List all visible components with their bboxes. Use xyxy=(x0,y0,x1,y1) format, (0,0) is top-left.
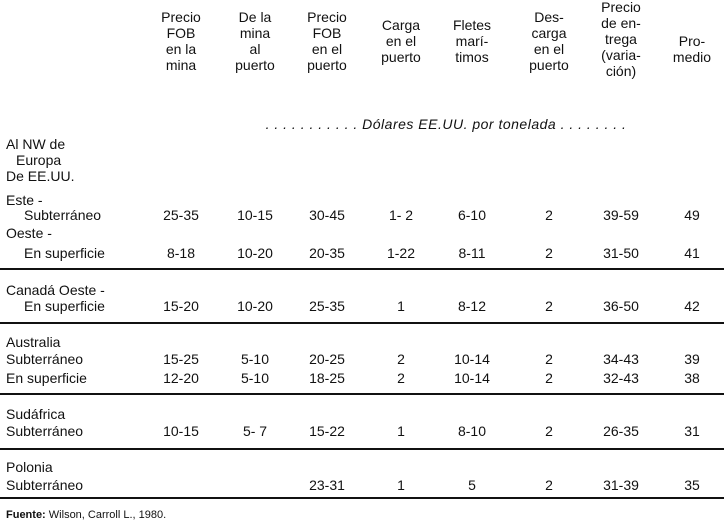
cell: 10-15 xyxy=(237,207,273,223)
cell: 23-31 xyxy=(309,477,345,493)
cell: 2 xyxy=(545,245,553,261)
row-label: Subterráneo xyxy=(6,351,84,367)
divider xyxy=(0,268,724,270)
cell: 20-25 xyxy=(309,351,345,367)
header-entrega: Precio de en- trega (varia- ción) xyxy=(601,0,641,79)
cell: 39-59 xyxy=(603,207,639,223)
cell: 1- 2 xyxy=(388,207,414,223)
cell: 2 xyxy=(545,207,553,223)
units-row: . . . . . . . . . . . Dólares EE.UU. por tonelada . . . . . . . . xyxy=(265,116,627,132)
cell: 5- 7 xyxy=(242,423,268,439)
cell: 10-14 xyxy=(454,351,490,367)
label-al-nw: Al NW de xyxy=(6,136,66,152)
cell: 39 xyxy=(684,351,700,367)
cell: 2 xyxy=(397,370,405,386)
header-mina-puerto: De la mina al puerto xyxy=(235,9,275,73)
header-promedio: Pro- medio xyxy=(672,33,712,65)
divider xyxy=(0,322,724,324)
cell: 30-45 xyxy=(309,207,345,223)
cell: 25-35 xyxy=(309,298,345,314)
cell: 8-18 xyxy=(166,245,196,261)
cell: 15-22 xyxy=(309,423,345,439)
footnote-text: Wilson, Carroll L., 1980. xyxy=(48,509,167,521)
cell: 36-50 xyxy=(603,298,639,314)
header-precio-mina: Precio FOB en la mina xyxy=(161,9,201,73)
header-carga: Carga en el puerto xyxy=(381,17,421,65)
cell: 2 xyxy=(545,351,553,367)
cell: 15-25 xyxy=(163,351,199,367)
cell: 32-43 xyxy=(603,370,639,386)
cell: 42 xyxy=(684,298,700,314)
row-label: En superficie xyxy=(6,370,87,386)
label-oeste: Oeste - xyxy=(6,225,52,241)
cell: 2 xyxy=(545,423,553,439)
divider xyxy=(0,497,724,499)
cell: 10-20 xyxy=(237,245,273,261)
row-label: En superficie xyxy=(24,245,105,261)
label-este: Este - xyxy=(6,192,43,208)
cell: 31 xyxy=(684,423,700,439)
row-label: Subterráneo xyxy=(6,423,84,439)
cell: 35 xyxy=(684,477,700,493)
cell: 49 xyxy=(684,207,700,223)
divider xyxy=(0,448,724,450)
label-europa: Europa xyxy=(16,152,62,168)
row-label: En superficie xyxy=(24,298,105,314)
cell: 8-12 xyxy=(457,298,487,314)
cell: 2 xyxy=(397,351,405,367)
cell: 31-50 xyxy=(603,245,639,261)
cell: 18-25 xyxy=(309,370,345,386)
row-label: Subterráneo xyxy=(6,477,84,493)
cell: 38 xyxy=(684,370,700,386)
cell: 5 xyxy=(468,477,476,493)
header-fletes: Fletes marí- timos xyxy=(452,17,492,65)
cell: 5-10 xyxy=(240,370,270,386)
cell: 1 xyxy=(397,423,405,439)
cell: 1-22 xyxy=(386,245,416,261)
cell: 41 xyxy=(684,245,700,261)
label-australia: Australia xyxy=(6,334,61,350)
cell: 25-35 xyxy=(163,207,199,223)
header-descarga: Des- carga en el puerto xyxy=(529,9,569,73)
cell: 2 xyxy=(545,370,553,386)
label-canada: Canadá Oeste - xyxy=(6,282,105,298)
cell: 5-10 xyxy=(240,351,270,367)
cell: 34-43 xyxy=(603,351,639,367)
cell: 15-20 xyxy=(163,298,199,314)
cell: 31-39 xyxy=(603,477,639,493)
cell: 10-14 xyxy=(454,370,490,386)
row-label: Subterráneo xyxy=(24,207,102,223)
cell: 2 xyxy=(545,298,553,314)
cell: 8-10 xyxy=(457,423,487,439)
footnote-label: Fuente: xyxy=(6,509,46,521)
cell: 26-35 xyxy=(603,423,639,439)
footnote xyxy=(6,507,166,523)
cell: 1 xyxy=(397,298,405,314)
cell: 8-11 xyxy=(458,245,486,261)
cell: 10-15 xyxy=(163,423,199,439)
label-polonia: Polonia xyxy=(6,459,53,475)
cell: 10-20 xyxy=(237,298,273,314)
divider xyxy=(0,393,724,395)
cell: 6-10 xyxy=(457,207,487,223)
label-de-eeuu: De EE.UU. xyxy=(6,168,75,184)
cell: 20-35 xyxy=(309,245,345,261)
cell: 1 xyxy=(397,477,405,493)
label-sudafrica: Sudáfrica xyxy=(6,406,66,422)
cell: 2 xyxy=(545,477,553,493)
cell: 12-20 xyxy=(163,370,199,386)
header-precio-puerto: Precio FOB en el puerto xyxy=(307,9,347,73)
